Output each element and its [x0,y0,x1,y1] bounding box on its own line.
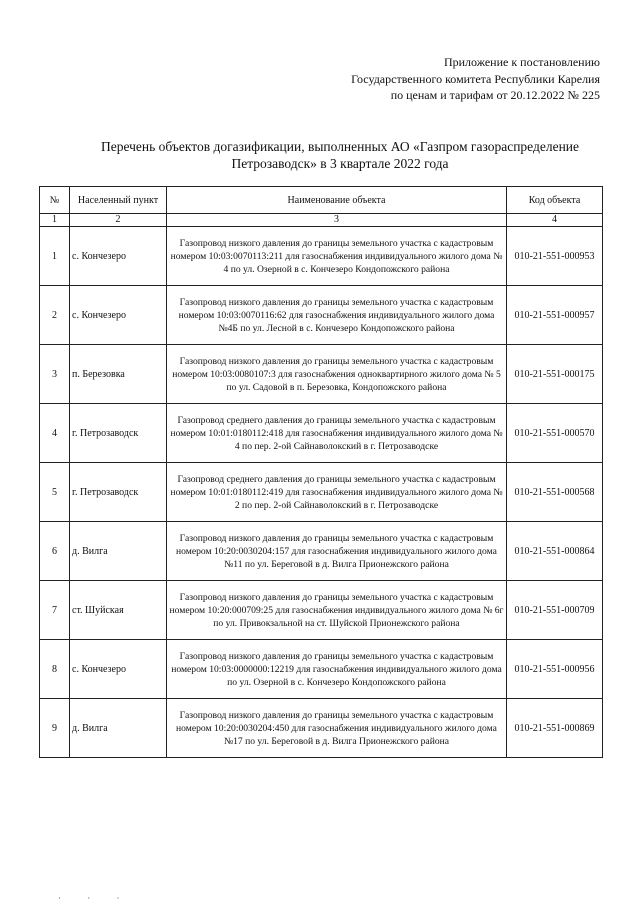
row-object-code: 010-21-551-000568 [507,463,603,522]
row-object-code: 010-21-551-000869 [507,699,603,758]
appendix-line-2: Государственного комитета Республики Карелия [351,71,600,86]
row-object-name: Газопровод низкого давления до границы земельного участка с кадастровым номером 10:03:0070113:211 для газоснабжения индивидуального жилого дома № 4 по ул. Озерной в с. Кончезеро Кондопожского района [167,227,507,286]
table-header-row [40,187,603,214]
header-name: Наименование объекта [167,187,507,214]
row-num: 9 [40,699,70,758]
table-row [40,404,603,463]
row-object-name: Газопровод низкого давления до границы земельного участка с кадастровым номером 10:20:000709:25 для газоснабжения индивидуального жилого дома № 6г по ул. Привокзальной на ст. Шуйской Прионежского района [167,581,507,640]
row-object-code: 010-21-551-000709 [507,581,603,640]
header-num: № [40,187,70,214]
appendix-line-3: по ценам и тарифам от 20.12.2022 № 225 [390,88,600,102]
row-place: п. Березовка [70,345,167,404]
row-object-code: 010-21-551-000175 [507,345,603,404]
title-line-2: Петрозаводск» в 3 квартале 2022 года [231,156,449,171]
row-place: д. Вилга [70,699,167,758]
column-number: 2 [70,214,167,227]
header-place: Населенный пункт [70,187,167,214]
row-place: с. Кончезеро [70,227,167,286]
row-object-name: Газопровод низкого давления до границы земельного участка с кадастровым номером 10:03:0080107:3 для газоснабжения одноквартирного жилого дома № 5 по ул. Садовой в п. Березовка, Кондопожского района [167,345,507,404]
row-object-code: 010-21-551-000570 [507,404,603,463]
row-object-name: Газопровод среднего давления до границы земельного участка с кадастровым номером 10:01:0180112:419 для газоснабжения индивидуального жилого дома № 2 по пер. 2-ой Сайнаволокский в г. Петрозаводске [167,463,507,522]
table-row [40,345,603,404]
table-row [40,581,603,640]
row-place: г. Петрозаводск [70,404,167,463]
header-code: Код объекта [507,187,603,214]
row-num: 5 [40,463,70,522]
row-num: 3 [40,345,70,404]
row-num: 8 [40,640,70,699]
table-row [40,522,603,581]
row-object-code: 010-21-551-000953 [507,227,603,286]
row-num: 6 [40,522,70,581]
row-object-name: Газопровод среднего давления до границы земельного участка с кадастровым номером 10:01:0180112:418 для газоснабжения индивидуального жилого дома № 4 по пер. 2-ой Сайнаволокский в г. Петрозаводске [167,404,507,463]
title-line-1: Перечень объектов догазификации, выполненных АО «Газпром газораспределение [100,139,580,154]
appendix-block [280,54,600,104]
row-object-name: Газопровод низкого давления до границы земельного участка с кадастровым номером 10:03:0000000:12219 для газоснабжения индивидуального жилого дома по ул. Озерной в с. Кончезеро Кондопожского района [167,640,507,699]
row-place: с. Кончезеро [70,286,167,345]
row-place: с. Кончезеро [70,640,167,699]
objects-table [39,186,603,758]
row-place: г. Петрозаводск [70,463,167,522]
row-object-code: 010-21-551-000864 [507,522,603,581]
scan-artifacts: · · · [58,893,132,903]
column-number: 1 [40,214,70,227]
appendix-line-1: Приложение к постановлению [443,55,600,69]
table-row [40,286,603,345]
row-object-name: Газопровод низкого давления до границы земельного участка с кадастровым номером 10:03:0070116:62 для газоснабжения индивидуального жилого дома №4Б по ул. Лесной в с. Кончезеро Кондопожского района [167,286,507,345]
document-title [60,138,620,172]
table-row [40,463,603,522]
column-number: 4 [507,214,603,227]
row-object-code: 010-21-551-000956 [507,640,603,699]
row-num: 2 [40,286,70,345]
row-object-name: Газопровод низкого давления до границы земельного участка с кадастровым номером 10:20:0030204:157 для газоснабжения индивидуального жилого дома №11 по ул. Береговой в д. Вилга Прионежского района [167,522,507,581]
column-numbers-row [40,214,603,227]
table-row [40,640,603,699]
row-object-name: Газопровод низкого давления до границы земельного участка с кадастровым номером 10:20:0030204:450 для газоснабжения индивидуального жилого дома №17 по ул. Береговой в д. Вилга Прионежского района [167,699,507,758]
row-object-code: 010-21-551-000957 [507,286,603,345]
row-place: ст. Шуйская [70,581,167,640]
table-row [40,227,603,286]
row-num: 7 [40,581,70,640]
row-num: 1 [40,227,70,286]
row-num: 4 [40,404,70,463]
column-number: 3 [167,214,507,227]
table-row [40,699,603,758]
row-place: д. Вилга [70,522,167,581]
